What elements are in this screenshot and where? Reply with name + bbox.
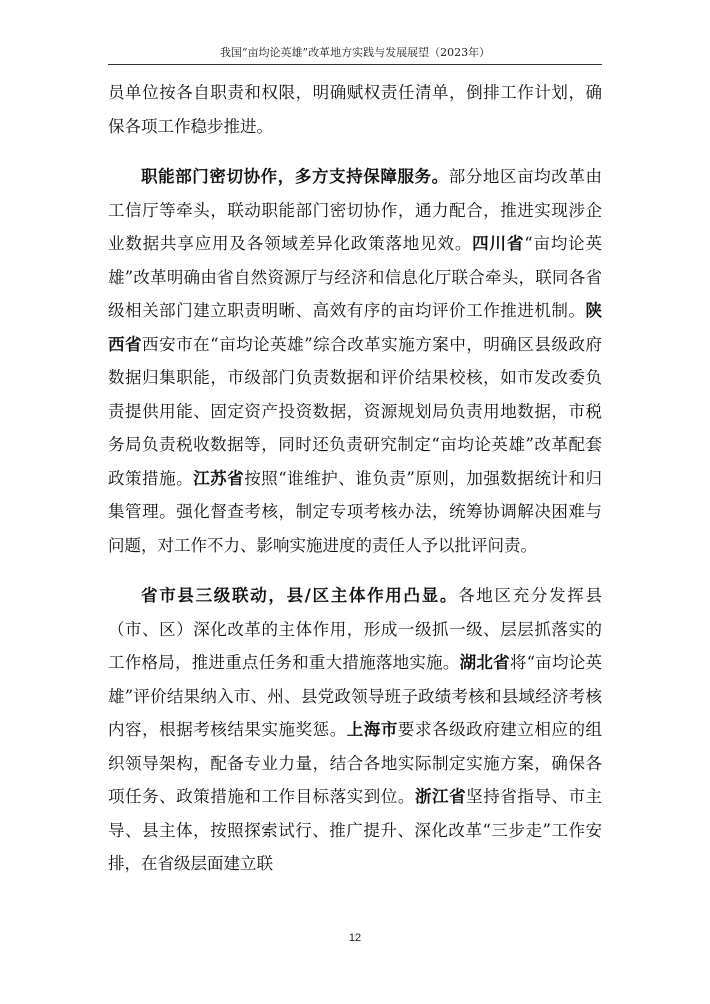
province-hubei: 湖北省 [459,653,510,672]
text-segment: 要求各级政府建立相应的组织领导架构，配备专业力量，结合各地实际制定实施方案，确保各项任务、政策措施和工作目标落实到位。 [108,720,603,806]
running-header: 我国“亩均论英雄”改革地方实践与发展展望（2023年） [219,46,491,59]
text-segment: “亩均论英雄”改革明确由省自然资源厅与经济和信息化厅联合牵头，联同各省级相关部门建立职责明晰、高效有序的亩均评价工作推进机制。 [108,234,603,320]
paragraph-continuation [108,76,602,143]
text-segment: 将“亩均论英雄”评价结果纳入市、州、县党政领导班子政绩考核和县域经济考核内容，根据考核结果实施奖惩。 [108,653,603,739]
document-body [108,76,602,881]
paragraph-departments-collaboration [108,160,602,562]
province-shaanxi: 陕西省 [108,301,602,354]
province-jiangsu: 江苏省 [193,468,245,488]
text-segment: 按照“谁维护、谁负责”原则，加强数据统计和归集管理。强化督查考核，制定专项考核办法，统筹协调解决困难与问题，对工作不力、影响实施进度的责任人予以批评问责。 [108,468,603,555]
province-zhejiang: 浙江省 [414,787,467,806]
text-segment: 各地区充分发挥县（市、区）深化改革的主体作用，形成一级抓一级、层层抓落实的工作格局，推进重点任务和重大措施落地实施。 [108,586,603,672]
city-shanghai: 上海市 [346,720,398,739]
paragraph-three-level-linkage [108,579,602,881]
text-segment: 员单位按各自职责和权限，明确赋权责任清单，倒排工作计划，确保各项工作稳步推进。 [108,83,602,136]
text-segment: 西安市在“亩均论英雄”综合改革实施方案中，明确区县级政府数据归集职能，市级部门负责数据和评价结果校核，如市发改委负责提供用能、固定资产投资数据，资源规划局负责用地数据，市税务局负责税收数据等，同时还负责研究制定“亩均论英雄”改革配套政策措施。 [108,334,602,488]
text-segment: 部分地区亩均改革由工信厅等牵头，联动职能部门密切协作，通力配合，推进实现涉企业数据共享应用及各领域差异化政策落地见效。 [108,167,603,253]
header-divider [108,64,602,65]
paragraph-heading: 职能部门密切协作，多方支持保障服务。 [141,167,449,186]
province-sichuan: 四川省 [472,234,525,253]
text-segment: 坚持省指导、市主导、县主体，按照探索试行、推广提升、深化改革“三步走”工作安排，在省级层面建立联 [108,787,603,873]
page-number: 12 [348,932,362,944]
paragraph-heading: 省市县三级联动，县/区主体作用凸显。 [141,586,459,605]
